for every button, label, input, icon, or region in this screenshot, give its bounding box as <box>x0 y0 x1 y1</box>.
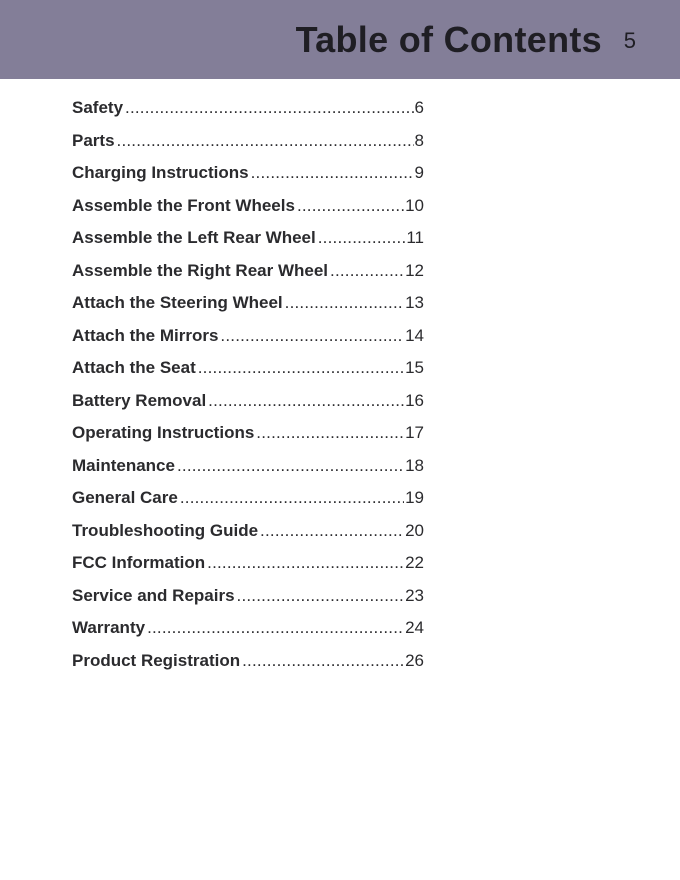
toc-entry-title: Safety <box>72 98 124 117</box>
toc-entry-title: Assemble the Right Rear Wheel <box>72 260 329 280</box>
toc-entry-page: 16 <box>405 390 424 410</box>
toc-entry-page: 9 <box>414 163 424 182</box>
toc-entry[interactable] <box>72 548 424 581</box>
toc-entry-page: 24 <box>405 618 424 637</box>
dot-leader <box>208 386 404 416</box>
toc-entry-title: Operating Instructions <box>72 423 255 442</box>
toc-entry-title: Troubleshooting Guide <box>72 520 259 540</box>
toc-entry-title: Product Registration <box>72 650 241 670</box>
toc-entry[interactable] <box>72 613 424 646</box>
dot-leader <box>125 93 414 123</box>
toc-entry-title: Assemble the Left Rear Wheel <box>72 228 316 247</box>
toc-entry-page: 26 <box>405 650 424 670</box>
toc-entry-title: Attach the Steering Wheel <box>72 293 283 312</box>
toc-entry-title: Maintenance <box>72 455 175 475</box>
toc-entry-title: Attach the Mirrors <box>72 325 219 345</box>
dot-leader <box>220 321 404 351</box>
toc-entry-page: 20 <box>405 520 424 540</box>
toc-entry[interactable] <box>72 418 424 451</box>
header-banner <box>0 0 680 79</box>
toc-entry-page: 18 <box>405 455 424 475</box>
toc-entry-title: Warranty <box>72 618 146 637</box>
toc-entry-page: 10 <box>405 195 424 215</box>
toc-entry-page: 17 <box>405 423 424 442</box>
toc-entry[interactable] <box>72 288 424 321</box>
dot-leader <box>180 483 404 513</box>
toc-entry-title: Charging Instructions <box>72 163 249 182</box>
toc-entry[interactable] <box>72 126 424 159</box>
toc-entry-title: Parts <box>72 130 115 150</box>
dot-leader <box>256 418 404 448</box>
dot-leader <box>207 548 404 578</box>
dot-leader <box>260 516 404 546</box>
toc-entry-page: 14 <box>405 325 424 345</box>
dot-leader <box>198 353 404 383</box>
toc-entry[interactable] <box>72 158 424 191</box>
toc-entry-title: Attach the Seat <box>72 358 196 377</box>
toc-entry-page: 12 <box>405 260 424 280</box>
toc-entry-title: Battery Removal <box>72 390 207 410</box>
toc-entry[interactable] <box>72 516 424 549</box>
toc-entry-page: 23 <box>405 585 424 605</box>
toc-entry-page: 22 <box>405 553 424 572</box>
toc-entry-page: 15 <box>405 358 424 377</box>
dot-leader <box>251 158 414 188</box>
dot-leader <box>237 581 405 611</box>
toc-entry-title: Assemble the Front Wheels <box>72 195 295 215</box>
toc-entry-title: General Care <box>72 488 178 507</box>
page-title: Table of Contents <box>295 19 602 60</box>
table-of-contents <box>72 93 424 678</box>
toc-entry-page: 11 <box>406 228 424 247</box>
toc-entry[interactable] <box>72 321 424 354</box>
dot-leader <box>330 256 404 286</box>
toc-entry[interactable] <box>72 646 424 679</box>
dot-leader <box>242 646 404 676</box>
toc-entry-title: Service and Repairs <box>72 585 235 605</box>
toc-entry[interactable] <box>72 451 424 484</box>
toc-entry-page: 19 <box>405 488 424 507</box>
toc-entry[interactable] <box>72 223 424 256</box>
toc-entry[interactable] <box>72 483 424 516</box>
toc-entry[interactable] <box>72 93 424 126</box>
dot-leader <box>285 288 404 318</box>
dot-leader <box>318 223 406 253</box>
dot-leader <box>297 191 404 221</box>
dot-leader <box>147 613 404 643</box>
dot-leader <box>117 126 414 156</box>
toc-entry-page: 8 <box>414 130 424 150</box>
toc-entry[interactable] <box>72 256 424 289</box>
toc-entry-page: 6 <box>414 98 424 117</box>
page-number: 5 <box>623 28 636 53</box>
toc-entry-page: 13 <box>405 293 424 312</box>
toc-entry-title: FCC Information <box>72 553 206 572</box>
toc-entry[interactable] <box>72 581 424 614</box>
toc-entry[interactable] <box>72 386 424 419</box>
toc-entry[interactable] <box>72 353 424 386</box>
toc-entry[interactable] <box>72 191 424 224</box>
dot-leader <box>177 451 404 481</box>
